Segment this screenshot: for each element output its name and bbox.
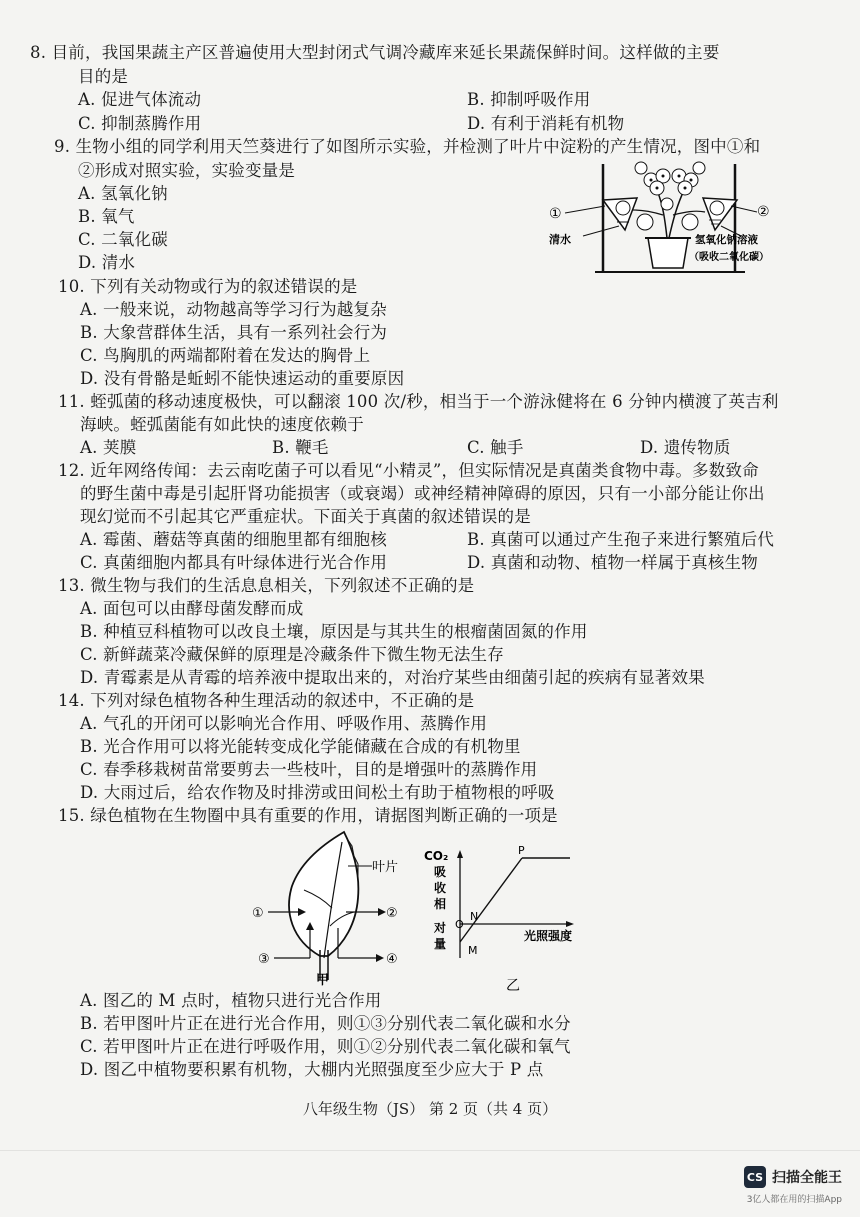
q15-stem: 15. 绿色植物在生物圈中具有重要的作用，请据图判断正确的一项是 bbox=[58, 806, 558, 825]
q11-option-d: D. 遗传物质 bbox=[640, 438, 731, 457]
q11-option-b: B. 鞭毛 bbox=[272, 438, 329, 457]
q14-option-c: C. 春季移栽树苗常要剪去一些枝叶，目的是增强叶的蒸腾作用 bbox=[80, 760, 538, 779]
q15-yi-xlabel: 光照强度 bbox=[524, 929, 573, 943]
q9-option-c: C. 二氧化碳 bbox=[78, 230, 168, 249]
q9-stem-line2: ②形成对照实验，实验变量是 bbox=[78, 161, 296, 180]
q15-jia-mark-1: ① bbox=[252, 906, 264, 921]
q15-jia-mark-4: ④ bbox=[386, 952, 398, 967]
q12-stem-line2: 的野生菌中毒是引起肝肾功能损害（或衰竭）或神经精神障碍的原因，只有一小部分能让你出 bbox=[80, 484, 765, 503]
q15-option-a: A. 图乙的 M 点时，植物只进行光合作用 bbox=[80, 991, 382, 1010]
q15-jia-caption: 甲 bbox=[316, 973, 330, 988]
q15-yi-ylabel-2: 收 bbox=[434, 881, 447, 895]
q12-option-a: A. 霉菌、蘑菇等真菌的细胞里都有细胞核 bbox=[80, 530, 387, 549]
q12-option-b: B. 真菌可以通过产生孢子来进行繁殖后代 bbox=[467, 530, 775, 549]
q8-stem-line1: 8. 目前，我国果蔬主产区普遍使用大型封闭式气调冷藏库来延长果蔬保鲜时间。这样做的主要 bbox=[30, 43, 720, 62]
q12-stem-line1: 12. 近年网络传闻：去云南吃菌子可以看见“小精灵”，但实际情况是真菌类食物中毒。多数致命 bbox=[58, 461, 759, 480]
q15-option-b: B. 若甲图叶片正在进行光合作用，则①③分别代表二氧化碳和水分 bbox=[80, 1014, 571, 1033]
q11-option-a: A. 荚膜 bbox=[80, 438, 137, 457]
q10-option-d: D. 没有骨骼是蚯蚓不能快速运动的重要原因 bbox=[80, 369, 405, 388]
scan-divider bbox=[0, 1150, 860, 1151]
q9-fig-label-water: 清水 bbox=[549, 233, 571, 246]
q11-option-c: C. 触手 bbox=[467, 438, 524, 457]
q14-stem: 14. 下列对绿色植物各种生理活动的叙述中，不正确的是 bbox=[58, 691, 475, 710]
q15-yi-caption: 乙 bbox=[506, 978, 520, 994]
q10-option-c: C. 鸟胸肌的两端都附着在发达的胸骨上 bbox=[80, 346, 371, 365]
q15-yi-point-n: N bbox=[470, 910, 479, 923]
q11-stem-line1: 11. 蛭弧菌的移动速度极快，可以翻滚 100 次/秒，相当于一个游泳健将在 6 分钟内横渡了英吉利 bbox=[58, 392, 779, 411]
q15-figure-yi bbox=[420, 846, 620, 998]
q15-figure-jia bbox=[248, 828, 428, 988]
q9-experiment-figure bbox=[545, 160, 785, 278]
q15-yi-ylabel-5: 量 bbox=[434, 937, 447, 951]
q13-option-a: A. 面包可以由酵母菌发酵而成 bbox=[80, 599, 304, 618]
q15-option-c: C. 若甲图叶片正在进行呼吸作用，则①②分别代表二氧化碳和氧气 bbox=[80, 1037, 571, 1056]
q15-jia-mark-2: ② bbox=[386, 906, 398, 921]
q15-yi-origin: O bbox=[455, 918, 464, 931]
q14-option-b: B. 光合作用可以将光能转变成化学能储藏在合成的有机物里 bbox=[80, 737, 521, 756]
q15-yi-ylabel-1: 吸 bbox=[434, 865, 447, 879]
q13-stem: 13. 微生物与我们的生活息息相关，下列叙述不正确的是 bbox=[58, 576, 475, 595]
q9-fig-label-absorb: （吸收二氧化碳） bbox=[689, 252, 769, 263]
scanner-brand-name: 扫描全能王 bbox=[772, 1170, 842, 1186]
q10-option-b: B. 大象营群体生活，具有一系列社会行为 bbox=[80, 323, 388, 342]
q12-option-d: D. 真菌和动物、植物一样属于真核生物 bbox=[467, 553, 758, 572]
q15-yi-point-p: P bbox=[518, 846, 525, 857]
q12-option-c: C. 真菌细胞内都具有叶绿体进行光合作用 bbox=[80, 553, 388, 572]
page-footer: 八年级生物（JS） 第 2 页（共 4 页） bbox=[302, 1100, 558, 1118]
q14-option-d: D. 大雨过后，给农作物及时排涝或田间松土有助于植物根的呼吸 bbox=[80, 783, 555, 802]
q9-stem-line1: 9. 生物小组的同学利用天竺葵进行了如图所示实验，并检测了叶片中淀粉的产生情况，图中①和 bbox=[54, 137, 761, 156]
q13-option-c: C. 新鲜蔬菜冷藏保鲜的原理是冷藏条件下微生物无法生存 bbox=[80, 645, 504, 664]
q15-yi-point-m: M bbox=[468, 944, 478, 957]
q8-option-c: C. 抑制蒸腾作用 bbox=[78, 114, 202, 133]
q8-stem-line2: 目的是 bbox=[78, 67, 129, 86]
scanner-watermark bbox=[744, 1166, 842, 1188]
q12-stem-line3: 现幻觉而不引起其它严重症状。下面关于真菌的叙述错误的是 bbox=[80, 507, 531, 526]
scanner-brand-tagline: 3亿人都在用的扫描App bbox=[746, 1195, 842, 1205]
q14-option-a: A. 气孔的开闭可以影响光合作用、呼吸作用、蒸腾作用 bbox=[80, 714, 488, 733]
q15-jia-mark-3: ③ bbox=[258, 952, 270, 967]
q13-option-d: D. 青霉素是从青霉的培养液中提取出来的，对治疗某些由细菌引起的疾病有显著效果 bbox=[80, 668, 705, 687]
q15-yi-co2-label: CO₂ bbox=[424, 849, 449, 863]
q10-option-a: A. 一般来说，动物越高等学习行为越复杂 bbox=[80, 300, 387, 319]
q15-jia-leaf-label: 叶片 bbox=[372, 860, 399, 875]
q8-option-a: A. 促进气体流动 bbox=[78, 90, 202, 109]
q15-yi-ylabel-4: 对 bbox=[434, 921, 447, 935]
q9-fig-label-naoh: 氢氧化钠溶液 bbox=[695, 234, 758, 246]
q13-option-b: B. 种植豆科植物可以改良土壤，原因是与其共生的根瘤菌固氮的作用 bbox=[80, 622, 588, 641]
q9-option-d: D. 清水 bbox=[78, 253, 136, 272]
q9-fig-mark-2: ② bbox=[757, 204, 770, 220]
q11-stem-line2: 海峡。蛭弧菌能有如此快的速度依赖于 bbox=[80, 415, 364, 434]
q9-option-b: B. 氧气 bbox=[78, 207, 135, 226]
q8-option-b: B. 抑制呼吸作用 bbox=[467, 90, 591, 109]
q9-fig-mark-1: ① bbox=[549, 206, 562, 222]
q8-option-d: D. 有利于消耗有机物 bbox=[467, 114, 625, 133]
q15-option-d: D. 图乙中植物要积累有机物，大棚内光照强度至少应大于 P 点 bbox=[80, 1060, 544, 1079]
q15-yi-ylabel-3: 相 bbox=[434, 897, 447, 911]
q9-option-a: A. 氢氧化钠 bbox=[78, 184, 168, 203]
camscanner-logo-icon: CS bbox=[744, 1166, 766, 1188]
q10-stem: 10. 下列有关动物或行为的叙述错误的是 bbox=[58, 277, 358, 296]
